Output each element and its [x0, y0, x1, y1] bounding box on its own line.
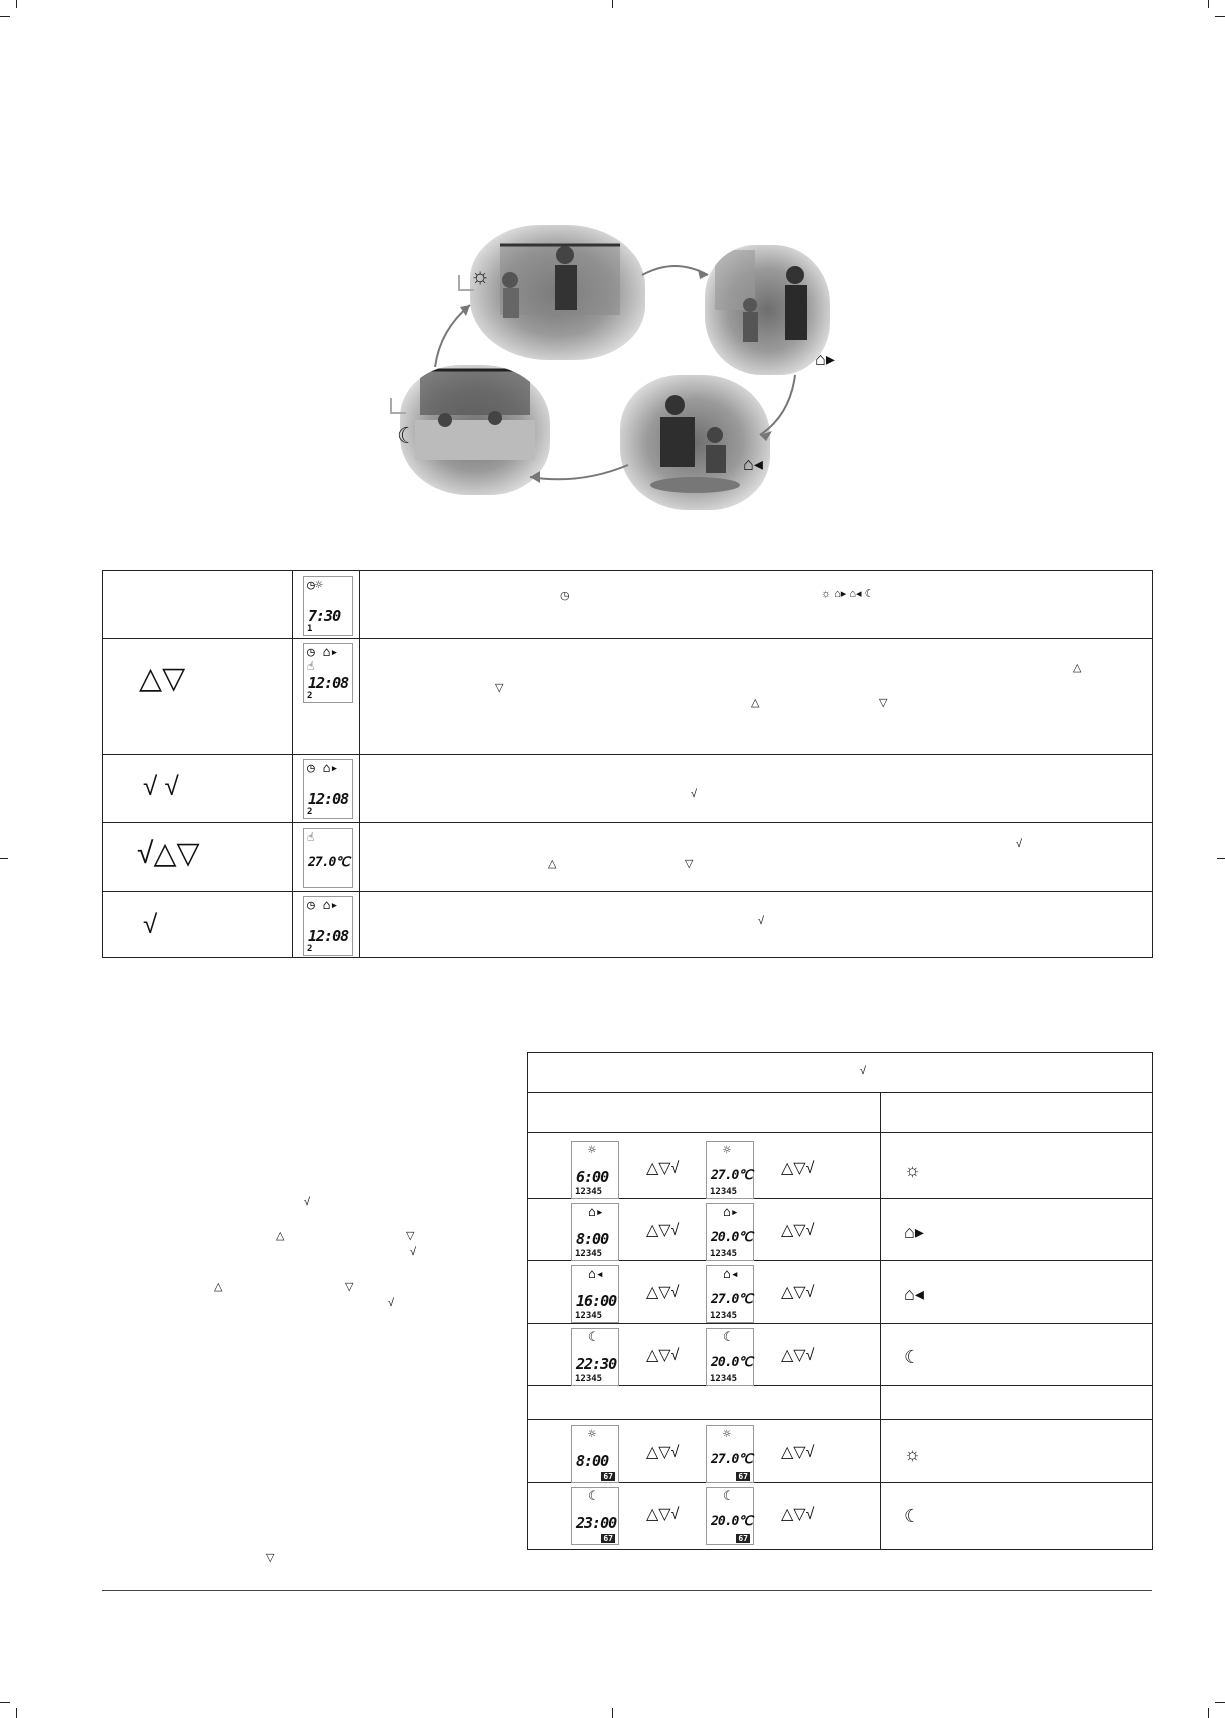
temperature-lcd — [706, 1328, 754, 1386]
crop-mark — [0, 16, 10, 17]
time-lcd — [571, 1328, 619, 1386]
down-arrow-icon: ▽ — [685, 858, 694, 870]
time-lcd — [571, 1487, 619, 1545]
weekday-days-label: 12345 — [575, 1187, 603, 1197]
lcd-display — [303, 828, 353, 888]
row-divider — [103, 891, 1152, 892]
lcd-temperature: 20.0℃ — [711, 1355, 752, 1370]
period-icon: ☼ — [588, 1427, 596, 1442]
default-schedule-table — [527, 1052, 1153, 1550]
weekday-days-label: 12345 — [575, 1374, 603, 1384]
confirm-buttons: √ √ — [143, 771, 179, 801]
lcd-time: 8:00 — [576, 1230, 609, 1248]
lcd-temperature: 27.0℃ — [711, 1292, 752, 1307]
weekday-days-label: 12345 — [710, 1249, 738, 1259]
check-icon: √ — [860, 1065, 867, 1077]
check-icon: √ — [410, 1246, 417, 1258]
clock-icon: ◷ — [560, 590, 570, 602]
time-lcd — [571, 1203, 619, 1261]
lcd-temperature: 27.0℃ — [711, 1452, 752, 1467]
crop-mark — [0, 1702, 10, 1703]
row-divider — [103, 638, 1152, 639]
clock-house-symbols: ◷ ⌂▸ — [307, 761, 339, 776]
lcd-temperature: 27.0℃ — [308, 855, 349, 870]
down-arrow-icon: ▽ — [266, 1552, 275, 1564]
lcd-time: 6:00 — [576, 1168, 609, 1186]
temperature-lcd — [706, 1203, 754, 1261]
row-divider — [528, 1198, 1152, 1199]
up-arrow-icon: △ — [1073, 662, 1082, 674]
weekend-days-badge: 67 — [603, 1472, 613, 1481]
period-icon: ⌂◂ — [588, 1267, 604, 1282]
column-divider — [292, 571, 293, 957]
row-divider — [528, 1385, 1152, 1386]
crop-mark — [1215, 16, 1225, 17]
cycle-arrows — [380, 215, 850, 515]
up-down-check-buttons: △▽√ — [781, 1444, 815, 1461]
hand-icon: ☝ — [307, 830, 315, 844]
crop-mark — [1208, 1708, 1209, 1718]
period-icon: ⌂▸ — [588, 1205, 604, 1220]
daily-cycle-illustration — [380, 215, 850, 515]
down-arrow-icon: ▽ — [879, 697, 888, 709]
period-icon: ☾ — [588, 1330, 596, 1345]
period-icon: ☾ — [588, 1489, 596, 1504]
check-up-down-buttons: √△▽ — [137, 837, 200, 870]
down-arrow-icon: ▽ — [345, 1281, 354, 1293]
period-icon: ⌂▸ — [904, 1222, 924, 1242]
temperature-lcd — [706, 1265, 754, 1323]
temperature-lcd — [706, 1425, 754, 1483]
crop-mark — [1217, 858, 1225, 859]
crop-mark — [16, 0, 17, 8]
up-down-check-buttons: △▽√ — [781, 1284, 815, 1301]
time-lcd — [571, 1425, 619, 1483]
hand-icon: ☝ — [307, 659, 315, 673]
up-down-check-buttons: △▽√ — [646, 1222, 680, 1239]
weekday-days-label: 12345 — [575, 1249, 603, 1259]
lcd-display — [303, 576, 353, 636]
weekday-days-label: 12345 — [710, 1374, 738, 1384]
crop-mark — [1208, 0, 1209, 8]
row-divider — [528, 1132, 1152, 1133]
row-divider — [528, 1482, 1152, 1483]
lcd-time: 22:30 — [576, 1355, 617, 1373]
programming-steps-table — [102, 570, 1153, 958]
up-arrow-icon: △ — [214, 1281, 223, 1293]
row-divider — [528, 1092, 1152, 1093]
row-divider — [528, 1419, 1152, 1420]
row-divider — [103, 822, 1152, 823]
clock-sun-symbols: ◷☼ — [307, 578, 323, 593]
check-icon: √ — [1016, 838, 1023, 850]
weekend-days-badge: 67 — [603, 1534, 613, 1543]
down-arrow-icon: ▽ — [495, 682, 504, 694]
period-icon: ☼ — [904, 1160, 921, 1180]
crop-mark — [0, 858, 8, 859]
moon-icon: ☾ — [397, 423, 417, 448]
time-lcd — [571, 1141, 619, 1199]
up-down-check-buttons: △▽√ — [781, 1347, 815, 1364]
up-down-check-buttons: △▽√ — [781, 1222, 815, 1239]
lcd-time: 7:30 — [308, 607, 341, 625]
confirm-button: √ — [143, 909, 158, 939]
check-icon: √ — [304, 1196, 311, 1208]
up-arrow-icon: △ — [751, 697, 760, 709]
period-icon: ☼ — [723, 1427, 731, 1442]
lcd-day-number: 1 — [307, 624, 313, 634]
sun-icon: ☼ — [470, 263, 491, 288]
crop-mark — [612, 1708, 613, 1718]
up-arrow-icon: △ — [548, 858, 557, 870]
weekday-days-label: 12345 — [710, 1187, 738, 1197]
column-divider — [880, 1092, 881, 1549]
lcd-display — [303, 759, 353, 819]
lcd-temperature: 20.0℃ — [711, 1230, 752, 1245]
up-down-check-buttons: △▽√ — [781, 1160, 815, 1177]
lcd-time: 12:08 — [308, 674, 349, 692]
period-icon: ☾ — [723, 1489, 731, 1504]
up-down-check-buttons: △▽√ — [646, 1506, 680, 1523]
down-arrow-icon: ▽ — [406, 1230, 415, 1242]
up-down-check-buttons: △▽√ — [646, 1160, 680, 1177]
footer-rule — [102, 1590, 1152, 1591]
row-divider — [103, 754, 1152, 755]
period-icon: ⌂◂ — [723, 1267, 739, 1282]
lcd-day-number: 2 — [307, 944, 313, 954]
crop-mark — [1215, 1702, 1225, 1703]
corner-bracket — [390, 398, 406, 414]
period-icon: ☾ — [904, 1347, 921, 1367]
up-arrow-icon: △ — [276, 1230, 285, 1242]
lcd-day-number: 2 — [307, 807, 313, 817]
lcd-temperature: 20.0℃ — [711, 1514, 752, 1529]
check-icon: √ — [388, 1297, 395, 1309]
crop-mark — [16, 1708, 17, 1718]
temperature-lcd — [706, 1141, 754, 1199]
up-down-check-buttons: △▽√ — [646, 1284, 680, 1301]
weekend-days-badge: 67 — [738, 1472, 748, 1481]
period-icon: ⌂▸ — [723, 1205, 739, 1220]
temperature-lcd — [706, 1487, 754, 1545]
lcd-time: 16:00 — [576, 1292, 617, 1310]
period-icon: ☼ — [904, 1444, 921, 1464]
column-divider — [359, 571, 360, 957]
row-divider — [528, 1260, 1152, 1261]
period-icon: ☼ — [588, 1143, 596, 1158]
check-icon: √ — [691, 788, 698, 800]
period-icon: ☼ — [723, 1143, 731, 1158]
weekday-days-label: 12345 — [710, 1311, 738, 1321]
house-return-icon: ⌂◂ — [743, 454, 763, 474]
up-down-buttons: △▽ — [139, 662, 186, 695]
up-down-check-buttons: △▽√ — [781, 1506, 815, 1523]
period-icon: ☾ — [723, 1330, 731, 1345]
lcd-temperature: 27.0℃ — [711, 1168, 752, 1183]
weekday-days-label: 12345 — [575, 1311, 603, 1321]
up-down-check-buttons: △▽√ — [646, 1347, 680, 1364]
lcd-display — [303, 643, 353, 703]
lcd-time: 8:00 — [576, 1452, 609, 1470]
weekend-days-badge: 67 — [738, 1534, 748, 1543]
clock-house-symbols: ◷ ⌂▸ — [307, 645, 339, 660]
clock-house-symbols: ◷ ⌂▸ — [307, 898, 339, 913]
up-down-check-buttons: △▽√ — [646, 1444, 680, 1461]
period-icon: ⌂◂ — [904, 1284, 924, 1304]
lcd-display — [303, 896, 353, 956]
house-leave-icon: ⌂▸ — [815, 349, 835, 369]
time-lcd — [571, 1265, 619, 1323]
check-icon: √ — [758, 915, 765, 927]
lcd-time: 12:08 — [308, 790, 349, 808]
period-icon: ☾ — [904, 1506, 921, 1526]
lcd-day-number: 2 — [307, 691, 313, 701]
row-divider — [528, 1323, 1152, 1324]
period-icons: ☼ ⌂▸ ⌂◂ ☾ — [821, 588, 875, 600]
lcd-time: 23:00 — [576, 1514, 617, 1532]
crop-mark — [612, 0, 613, 8]
lcd-time: 12:08 — [308, 927, 349, 945]
